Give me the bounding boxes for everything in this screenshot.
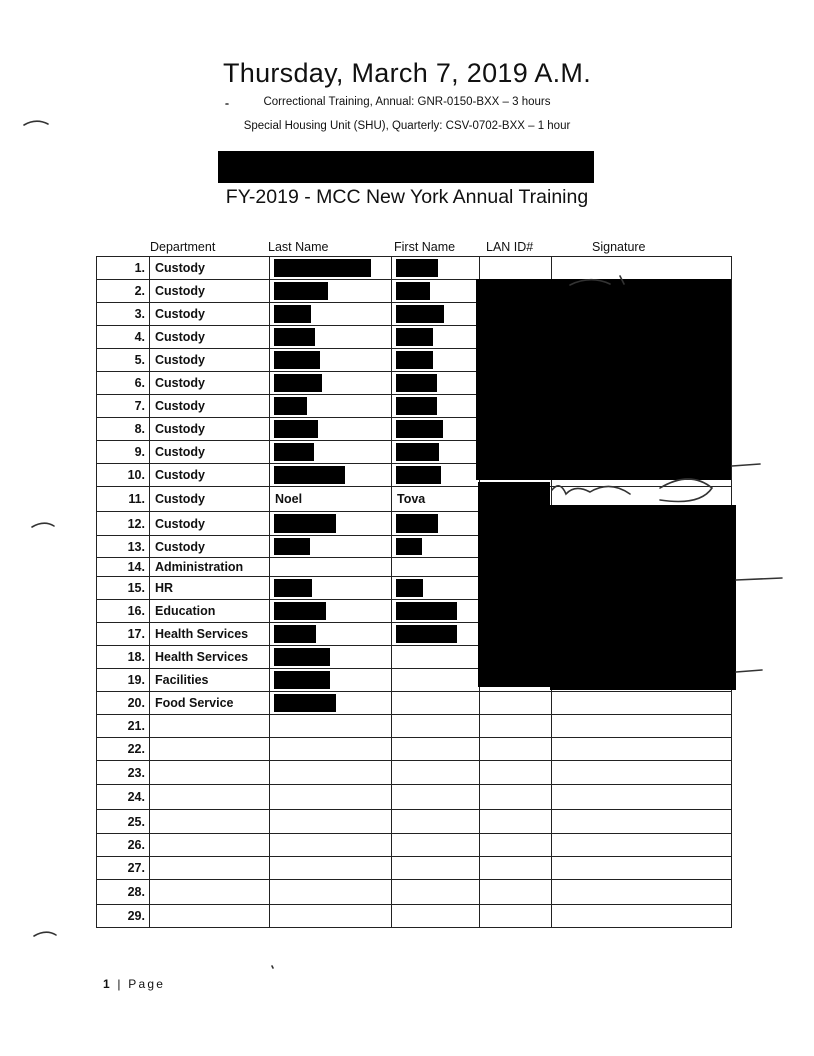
department-cell: Custody [150, 303, 270, 326]
department-cell: Custody [150, 464, 270, 487]
department-cell: Health Services [150, 646, 270, 669]
row-number: 29. [97, 905, 150, 928]
column-header-last-name: Last Name [268, 240, 329, 254]
department-cell: Custody [150, 395, 270, 418]
course-line-1: Correctional Training, Annual: GNR-0150-BXX – 3 hours [263, 96, 551, 108]
department-cell: Custody [150, 536, 270, 558]
department-cell: Custody [150, 487, 270, 512]
last-name-cell: Noel [270, 487, 392, 512]
row-number: 24. [97, 785, 150, 810]
row-number: 3. [97, 303, 150, 326]
department-cell: Custody [150, 512, 270, 536]
document-subtitle: FY-2019 - MCC New York Annual Training [225, 186, 589, 208]
row-number: 27. [97, 857, 150, 880]
department-cell: Custody [150, 349, 270, 372]
row-number: 2. [97, 280, 150, 303]
page-number: 1 [103, 977, 112, 991]
department-cell: Education [150, 600, 270, 623]
row-number: 17. [97, 623, 150, 646]
row-number: 21. [97, 715, 150, 738]
first-name-cell: Tova [392, 487, 480, 512]
course-line-2: Special Housing Unit (SHU), Quarterly: CSV-0702-BXX – 1 hour [243, 120, 571, 132]
department-cell: Administration [150, 558, 270, 577]
row-number: 20. [97, 692, 150, 715]
department-cell: Custody [150, 441, 270, 464]
department-cell: Custody [150, 372, 270, 395]
row-number: 16. [97, 600, 150, 623]
row-number: 22. [97, 738, 150, 761]
department-cell: Food Service [150, 692, 270, 715]
column-header-signature: Signature [592, 240, 646, 254]
department-cell: HR [150, 577, 270, 600]
row-number: 7. [97, 395, 150, 418]
row-number: 14. [97, 558, 150, 577]
row-number: 6. [97, 372, 150, 395]
row-number: 11. [97, 487, 150, 512]
row-number: 13. [97, 536, 150, 558]
department-cell: Custody [150, 280, 270, 303]
row-number: 15. [97, 577, 150, 600]
row-number: 12. [97, 512, 150, 536]
department-cell: Custody [150, 257, 270, 280]
row-number: 18. [97, 646, 150, 669]
footer-separator: | [117, 977, 123, 991]
row-number: 10. [97, 464, 150, 487]
document-title: Thursday, March 7, 2019 A.M. [222, 58, 592, 88]
page-footer [103, 977, 165, 991]
row-number: 26. [97, 834, 150, 857]
department-cell: Custody [150, 418, 270, 441]
page-label: Page [128, 977, 166, 991]
column-header-department: Department [150, 240, 216, 254]
row-number: 9. [97, 441, 150, 464]
column-header-first-name: First Name [394, 240, 456, 254]
row-number: 28. [97, 880, 150, 905]
row-number: 5. [97, 349, 150, 372]
row-number: 23. [97, 761, 150, 785]
column-header-lan-id: LAN ID# [486, 240, 534, 254]
row-number: 8. [97, 418, 150, 441]
row-number: 1. [97, 257, 150, 280]
department-cell: Health Services [150, 623, 270, 646]
department-cell: Custody [150, 326, 270, 349]
department-cell: Facilities [150, 669, 270, 692]
row-number: 19. [97, 669, 150, 692]
row-number: 25. [97, 810, 150, 834]
row-number: 4. [97, 326, 150, 349]
